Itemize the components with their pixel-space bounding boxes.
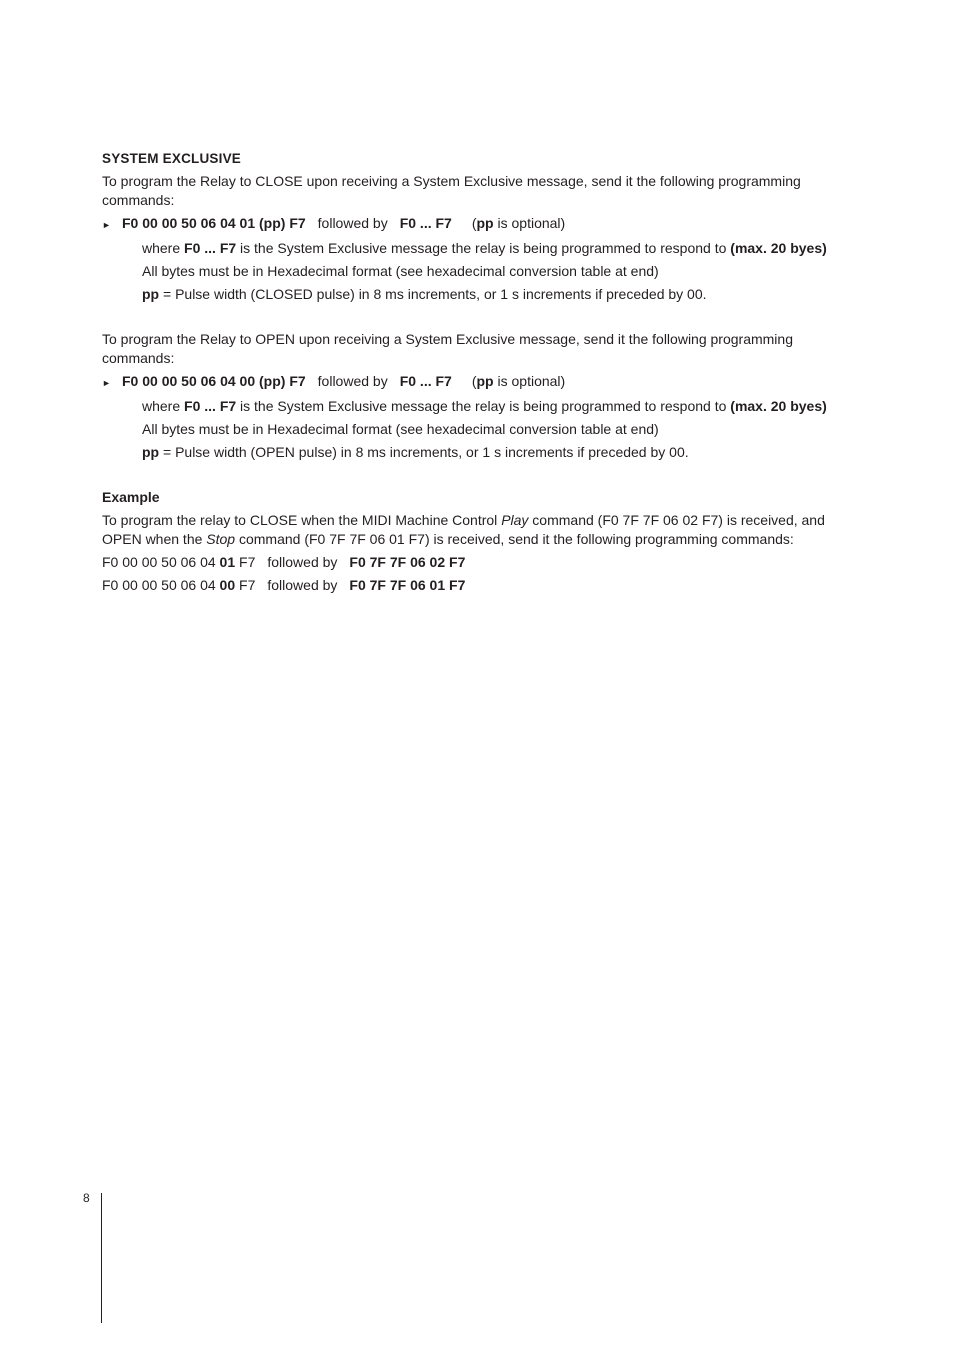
bullet-arrow-icon: ► xyxy=(102,220,111,230)
section-heading: SYSTEM EXCLUSIVE xyxy=(102,151,241,166)
example-description: To program the relay to CLOSE when the MIDI Machine Control Play command (F0 7F 7F 06 02 F7) is received, and OPEN when the Stop command (F0 7F 7F 06 01 F7) is received, send it the following programming commands: xyxy=(102,512,825,547)
sysex-placeholder: F0 ... F7 xyxy=(399,215,452,231)
margin-rule xyxy=(101,1193,102,1323)
followed-by-label: followed by xyxy=(317,373,388,389)
open-intro: To program the Relay to OPEN upon receiving a System Exclusive message, send it the following programming commands: xyxy=(102,331,793,366)
followed-by-label: followed by xyxy=(317,215,388,231)
document-body xyxy=(102,150,862,595)
example-block xyxy=(102,488,862,595)
optional-note: (pp is optional) xyxy=(471,373,566,389)
open-where-line: where F0 ... F7 is the System Exclusive message the relay is being programmed to respond to (max. 20 byes) xyxy=(142,398,827,414)
open-command-line xyxy=(102,372,862,393)
close-command: F0 00 00 50 06 04 01 (pp) F7 xyxy=(122,215,306,231)
optional-note: (pp is optional) xyxy=(471,215,566,231)
page-number: 8 xyxy=(83,1191,90,1205)
open-block xyxy=(102,330,862,462)
close-intro: To program the Relay to CLOSE upon receiving a System Exclusive message, send it the following programming commands: xyxy=(102,173,801,208)
example-close-command: F0 00 00 50 06 04 01 F7 followed by F0 7F 7F 06 02 F7 xyxy=(102,554,466,570)
close-hex-note: All bytes must be in Hexadecimal format (see hexadecimal conversion table at end) xyxy=(142,263,659,279)
close-where-line: where F0 ... F7 is the System Exclusive message the relay is being programmed to respond to (max. 20 byes) xyxy=(142,240,827,256)
example-open-command: F0 00 00 50 06 04 00 F7 followed by F0 7F 7F 06 01 F7 xyxy=(102,577,466,593)
bullet-arrow-icon: ► xyxy=(102,378,111,388)
example-heading: Example xyxy=(102,489,160,505)
close-block xyxy=(102,172,862,304)
open-hex-note: All bytes must be in Hexadecimal format (see hexadecimal conversion table at end) xyxy=(142,421,659,437)
sysex-placeholder: F0 ... F7 xyxy=(399,373,452,389)
close-pp-note: pp = Pulse width (CLOSED pulse) in 8 ms increments, or 1 s increments if preceded by 00. xyxy=(142,286,707,302)
close-command-line xyxy=(102,214,862,235)
open-pp-note: pp = Pulse width (OPEN pulse) in 8 ms increments, or 1 s increments if preceded by 00. xyxy=(142,444,689,460)
open-command: F0 00 00 50 06 04 00 (pp) F7 xyxy=(122,373,306,389)
